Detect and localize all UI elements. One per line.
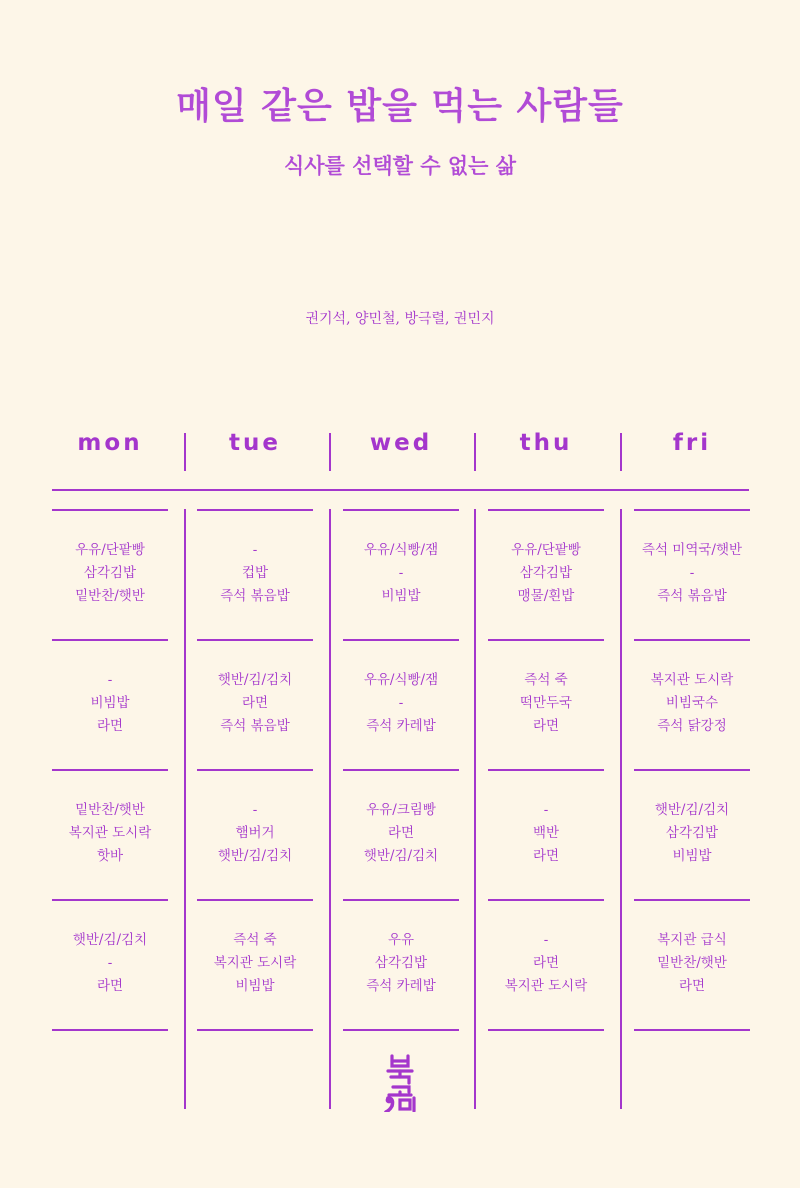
header-separator <box>184 433 186 471</box>
meal-item: 복지관 도시락 <box>504 978 588 994</box>
meal-item: 라면 <box>532 848 560 864</box>
meal-item: 우유/식빵/잼 <box>363 672 439 688</box>
meal-item: 즉석 죽 <box>233 932 277 948</box>
meal-cell <box>185 929 325 998</box>
meal-cell <box>331 669 471 738</box>
header-rule <box>52 489 749 491</box>
meal-item: 즉석 볶음밥 <box>657 588 727 604</box>
meal-item: 라면 <box>532 955 560 971</box>
row-line <box>52 509 168 511</box>
meal-item: 우유/크림빵 <box>366 802 436 818</box>
meal-cell <box>622 929 762 998</box>
row-line <box>197 899 313 901</box>
meal-item: 밑반찬/햇반 <box>75 802 145 818</box>
meal-cell <box>40 799 180 868</box>
meal-item: 비빔국수 <box>665 695 719 711</box>
row-line <box>634 509 750 511</box>
meal-item: 백반 <box>532 825 560 841</box>
meal-item: - <box>107 955 113 971</box>
row-line <box>634 769 750 771</box>
meal-cell <box>476 929 616 998</box>
book-title: 매일 같은 밥을 먹는 사람들 <box>176 85 624 127</box>
book-subtitle: 식사를 선택할 수 없는 삶 <box>283 153 517 178</box>
meal-item: 즉석 미역국/햇반 <box>641 542 743 558</box>
meal-cell <box>476 799 616 868</box>
meal-item: 컵밥 <box>241 565 269 581</box>
meal-item: 비빔밥 <box>90 695 130 711</box>
meal-item: 라면 <box>96 718 124 734</box>
meal-item: 즉석 볶음밥 <box>220 718 290 734</box>
row-line <box>634 899 750 901</box>
meal-item: - <box>543 932 549 948</box>
row-line <box>488 639 604 641</box>
row-line <box>197 639 313 641</box>
meal-item: 복지관 급식 <box>657 932 727 948</box>
day-header-thu: thu <box>519 430 573 456</box>
day-header-mon: mon <box>77 430 143 456</box>
meal-item: 비빔밥 <box>672 848 712 864</box>
meal-item: 핫바 <box>96 848 124 864</box>
meal-item: 복지관 도시락 <box>68 825 152 841</box>
meal-item: 밑반찬/햇반 <box>75 588 145 604</box>
meal-item: 라면 <box>678 978 706 994</box>
meal-cell <box>40 669 180 738</box>
meal-item: 삼각김밥 <box>519 565 573 581</box>
meal-cell <box>622 799 762 868</box>
meal-item: - <box>252 542 258 558</box>
meal-cell <box>185 669 325 738</box>
meal-item: 우유 <box>387 932 415 948</box>
meal-cell <box>622 669 762 738</box>
meal-item: 즉석 카레밥 <box>366 978 436 994</box>
day-header-wed: wed <box>369 430 433 456</box>
meal-item: - <box>107 672 113 688</box>
authors: 권기석, 양민철, 방극렬, 권민지 <box>305 311 495 327</box>
meal-item: 삼각김밥 <box>83 565 137 581</box>
row-line <box>52 769 168 771</box>
day-header-tue: tue <box>229 430 281 456</box>
row-line <box>52 899 168 901</box>
publisher-logo <box>378 1052 424 1112</box>
row-line <box>52 639 168 641</box>
meal-cell <box>331 539 471 608</box>
meal-item: 맹물/흰밥 <box>517 588 575 604</box>
meal-item: 즉석 죽 <box>524 672 568 688</box>
row-line <box>634 1029 750 1031</box>
row-line <box>488 769 604 771</box>
meal-item: 햇반/김/김치 <box>72 932 148 948</box>
meal-item: 라면 <box>96 978 124 994</box>
row-line <box>343 509 459 511</box>
meal-item: 우유/단팥빵 <box>511 542 581 558</box>
meal-item: 햇반/김/김치 <box>217 672 293 688</box>
meal-item: 즉석 볶음밥 <box>220 588 290 604</box>
meal-item: 즉석 닭강정 <box>657 718 727 734</box>
row-line <box>197 509 313 511</box>
row-line <box>634 639 750 641</box>
meal-item: 떡만두국 <box>519 695 573 711</box>
meal-cell <box>185 539 325 608</box>
meal-item: 라면 <box>387 825 415 841</box>
meal-item: 라면 <box>241 695 269 711</box>
row-line <box>197 1029 313 1031</box>
meal-cell <box>331 799 471 868</box>
meal-item: - <box>543 802 549 818</box>
meal-item: 라면 <box>532 718 560 734</box>
day-header-fri: fri <box>672 430 712 456</box>
meal-cell <box>185 799 325 868</box>
meal-item: 햇반/김/김치 <box>217 848 293 864</box>
meal-cell <box>331 929 471 998</box>
header-separator <box>620 433 622 471</box>
meal-item: - <box>398 565 404 581</box>
meal-item: 우유/단팥빵 <box>75 542 145 558</box>
meal-item: - <box>252 802 258 818</box>
meal-item: 비빔밥 <box>235 978 275 994</box>
meal-item: 비빔밥 <box>381 588 421 604</box>
meal-cell <box>476 669 616 738</box>
row-line <box>343 639 459 641</box>
meal-item: 삼각김밥 <box>665 825 719 841</box>
meal-item: 밑반찬/햇반 <box>657 955 727 971</box>
meal-item: 복지관 도시락 <box>213 955 297 971</box>
meal-item: - <box>398 695 404 711</box>
row-line <box>488 509 604 511</box>
header-separator <box>474 433 476 471</box>
meal-item: 삼각김밥 <box>374 955 428 971</box>
row-line <box>343 899 459 901</box>
row-line <box>343 769 459 771</box>
meal-item: 햇반/김/김치 <box>654 802 730 818</box>
header-separator <box>329 433 331 471</box>
row-line <box>343 1029 459 1031</box>
row-line <box>52 1029 168 1031</box>
meal-item: 우유/식빵/잼 <box>363 542 439 558</box>
meal-item: 햇반/김/김치 <box>363 848 439 864</box>
row-line <box>488 899 604 901</box>
meal-cell <box>40 929 180 998</box>
meal-item: 햄버거 <box>235 825 275 841</box>
meal-cell <box>622 539 762 608</box>
row-line <box>197 769 313 771</box>
meal-item: 복지관 도시락 <box>650 672 734 688</box>
meal-cell <box>40 539 180 608</box>
meal-cell <box>476 539 616 608</box>
meal-item: 즉석 카레밥 <box>366 718 436 734</box>
row-line <box>488 1029 604 1031</box>
meal-item: - <box>689 565 695 581</box>
